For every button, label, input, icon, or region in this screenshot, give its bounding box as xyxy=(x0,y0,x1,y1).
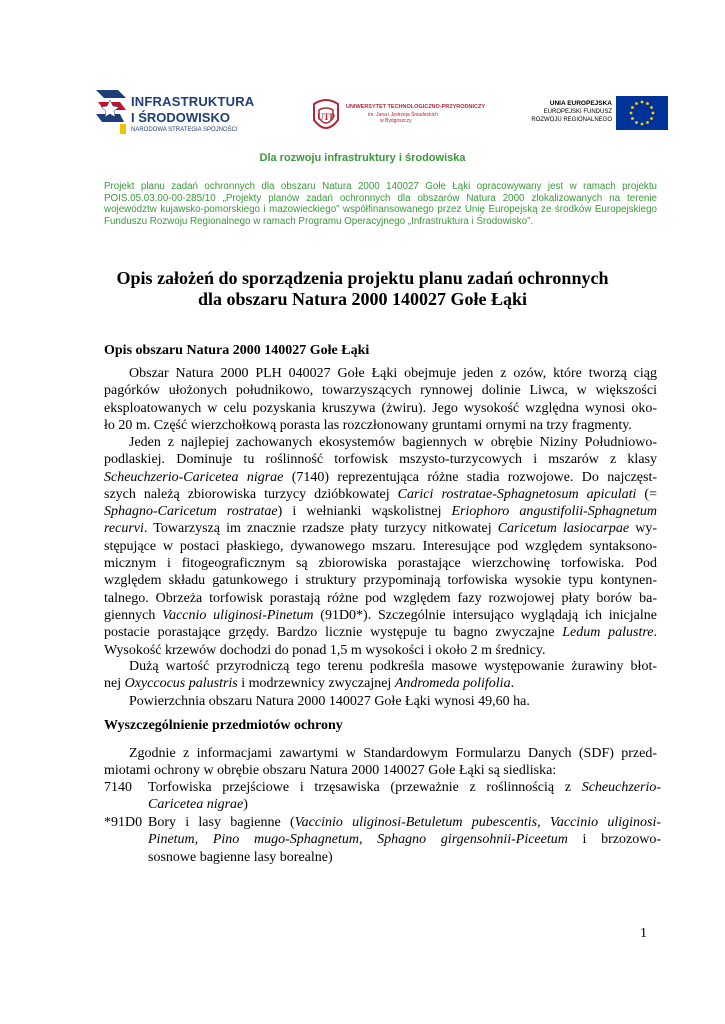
eu-star-icon xyxy=(631,106,634,109)
text-line: Powierzchnia obszaru Natura 2000 140027 Gołe Łąki wynosi 49,60 ha. xyxy=(129,694,530,709)
logo-left-line3: NARODOWA STRATEGIA SPÓJNOŚCI xyxy=(131,127,238,133)
text-line: eksploatowanych w celu pozyskania kruszywa (żwiru). Jego wysokość względna wynosi oko- xyxy=(104,400,657,416)
text-line: Zgodnie z informacjami zawartymi w Standardowym Formularzu Danych (SDF) przed- xyxy=(129,746,657,761)
eu-star-icon xyxy=(630,112,633,115)
text-line: talnego. Obrzeża torfowisk porastają różne pod względem fazy rozwojowej płaty borów ba- xyxy=(104,590,657,606)
text-line: podlaskiej. Dominuje tu roślinność torfowisk mszysto-turzycowych i mszarów z klasy xyxy=(104,452,657,468)
eu-star-icon xyxy=(631,117,634,120)
logo-right-line1: UNIA EUROPEJSKA xyxy=(549,100,612,107)
title-line: Opis założeń do sporządzenia projektu planu zadań ochronnych xyxy=(116,268,609,288)
text-line: ło 20 m. Część wierzchołkową porasta las rozczłonowany gruntami ornymi na trzy fragmenty. xyxy=(104,417,632,433)
logo-university xyxy=(310,98,486,138)
tagline: Dla rozwoju infrastruktury i środowiska xyxy=(259,152,466,164)
logo-right-line3: ROZWOJU REGIONALNEGO xyxy=(531,117,612,123)
eu-star-icon xyxy=(635,102,638,105)
eu-star-icon xyxy=(652,112,655,115)
text-line: Sphagno-Caricetum rostratae) i wełnianki wąskolistnej Eriophoro angustifolii-Sphagnetum xyxy=(104,504,657,520)
logo-mid-line2: im. Jana i Jędrzeja Śniadeckich xyxy=(368,112,439,118)
text-line: stępujące w postaci płaskiego, dywanowego mszaru. Interesujące pod względem syntaksono- xyxy=(104,538,657,554)
intro-line: województw kujawsko-pomorskiego i mazowieckiego” współfinansowanego przez Unię Europejską ze środków Europejskiego xyxy=(104,204,657,216)
text-line: Wysokość krzewów dochodzi do ponad 1,5 m wysokości i około 2 m średnicy. xyxy=(104,642,546,658)
habitat-text: Bory i lasy bagienne (Vaccinio uliginosi-Betuletum pubescentis, Vaccinio uliginosi- Pinetum, Pino mugo-Sphagnetum, Sphagno girgensohnii-Piceetum i brzozowo- sosnowe bagienne lasy borealne) xyxy=(148,815,661,865)
page-number: 1 xyxy=(640,926,647,941)
logo-left-line1: INFRASTRUKTURA xyxy=(131,94,255,109)
text-line: Jeden z najlepiej zachowanych ekosystemów bagiennych w obrębie Niziny Południowo- xyxy=(129,435,657,450)
section-heading-protection: Wyszczególnienie przedmiotów ochrony xyxy=(104,718,343,733)
text-line: Dużą wartość przyrodniczą tego terenu podkreśla masowe występowanie żurawiny błot- xyxy=(129,659,657,674)
svg-text:UTP: UTP xyxy=(317,112,335,122)
text-line: pagórków ułożonych południkowo, towarzyszących rynnowej dolinie Liwca, w większości xyxy=(104,383,657,399)
intro-line: Projekt planu zadań ochronnych dla obszaru Natura 2000 140027 Gołe Łąki opracowywany jest w ramach projektu xyxy=(104,181,657,192)
paragraph-area xyxy=(104,693,657,710)
text-line: miotami ochrony w obrębie obszaru Natura 2000 140027 Gołe Łąki są siedliska: xyxy=(104,763,557,779)
text-line: recurvi. Towarzyszą im znacznie rzadsze płaty turzycy nitkowatej Caricetum lasiocarpae wy- xyxy=(104,521,657,537)
logo-mid-line1: UNIWERSYTET TECHNOLOGICZNO-PRZYRODNICZY xyxy=(346,104,486,110)
habitat-item xyxy=(104,779,661,815)
section-heading-opis: Opis obszaru Natura 2000 140027 Gołe Łąki xyxy=(104,343,370,358)
infrastruktura-flag-icon xyxy=(96,88,126,134)
document-title xyxy=(80,268,645,310)
university-crest-icon xyxy=(310,98,342,136)
logo-mid-line3: w Bydgoszczy xyxy=(380,118,412,124)
paragraph-value xyxy=(104,658,657,693)
habitat-text: Torfowiska przejściowe i trzęsawiska (przeważnie z roślinnością z Scheuchzerio- Caricetea nigrae) xyxy=(148,780,661,813)
paragraph-ecosystems xyxy=(104,434,657,659)
eu-star-icon xyxy=(650,106,653,109)
text-line: postacie porastające grzędy. Bardzo licznie występuje tu bagno zwyczajne Ledum palustre. xyxy=(104,625,657,641)
logo-right-line2: EUROPEJSKI FUNDUSZ xyxy=(543,109,612,115)
eu-star-icon xyxy=(650,117,653,120)
text-line: Scheuchzerio-Caricetea nigrae (7140) reprezentująca różne stadia rozwojowe. Do najczęst- xyxy=(104,469,657,485)
eu-star-icon xyxy=(635,121,638,124)
intro-line: Funduszu Rozwoju Regionalnego w ramach Programu Operacyjnego „Infrastruktura i Środowisko”. xyxy=(104,215,534,227)
text-line: micznym i fitogeograficznym są zbiorowiska porastające wierzchowinę torfowiska. Pod xyxy=(104,556,657,572)
text-line: szych należą zbiorowiska turzycy dzióbkowatej Carici rostratae-Sphagnetosum apiculati (= xyxy=(104,486,657,502)
logo-infrastruktura xyxy=(96,86,256,140)
text-line: Obszar Natura 2000 PLH 040027 Gołe Łąki obejmuje jeden z ozów, które tworzą ciąg xyxy=(129,366,657,381)
eu-star-icon xyxy=(646,121,649,124)
eu-star-icon xyxy=(646,102,649,105)
habitat-item xyxy=(104,814,661,868)
logo-eu xyxy=(528,96,668,132)
title-line: dla obszaru Natura 2000 140027 Gołe Łąki xyxy=(197,289,528,309)
text-line: względem składu gatunkowego i struktury przypominają torfowiska wysokie typu kontynen- xyxy=(104,573,657,589)
eu-star-icon xyxy=(641,101,644,104)
eu-flag-icon xyxy=(616,96,668,130)
project-intro xyxy=(104,181,657,227)
paragraph-description xyxy=(104,365,657,434)
eu-star-icon xyxy=(641,123,644,126)
logo-left-line2: I ŚRODOWISKO xyxy=(131,110,230,125)
text-line: nej Oxyccocus palustris i modrzewnicy zwyczajnej Andromeda polifolia. xyxy=(104,676,515,692)
habitat-code: 7140 xyxy=(104,780,132,795)
paragraph-sdf xyxy=(104,745,657,780)
text-line: giennych Vaccnio uliginosi-Pinetum (91D0*). Szczególnie intersująco wyglądają ich inicjalne xyxy=(104,607,657,623)
habitat-code: *91D0 xyxy=(104,815,143,830)
intro-line: POIS.05.03.00-00-285/10 „Projekty planów zadań ochronnych dla obszarów Natura 2000 zlokalizowanych na terenie xyxy=(104,192,657,204)
